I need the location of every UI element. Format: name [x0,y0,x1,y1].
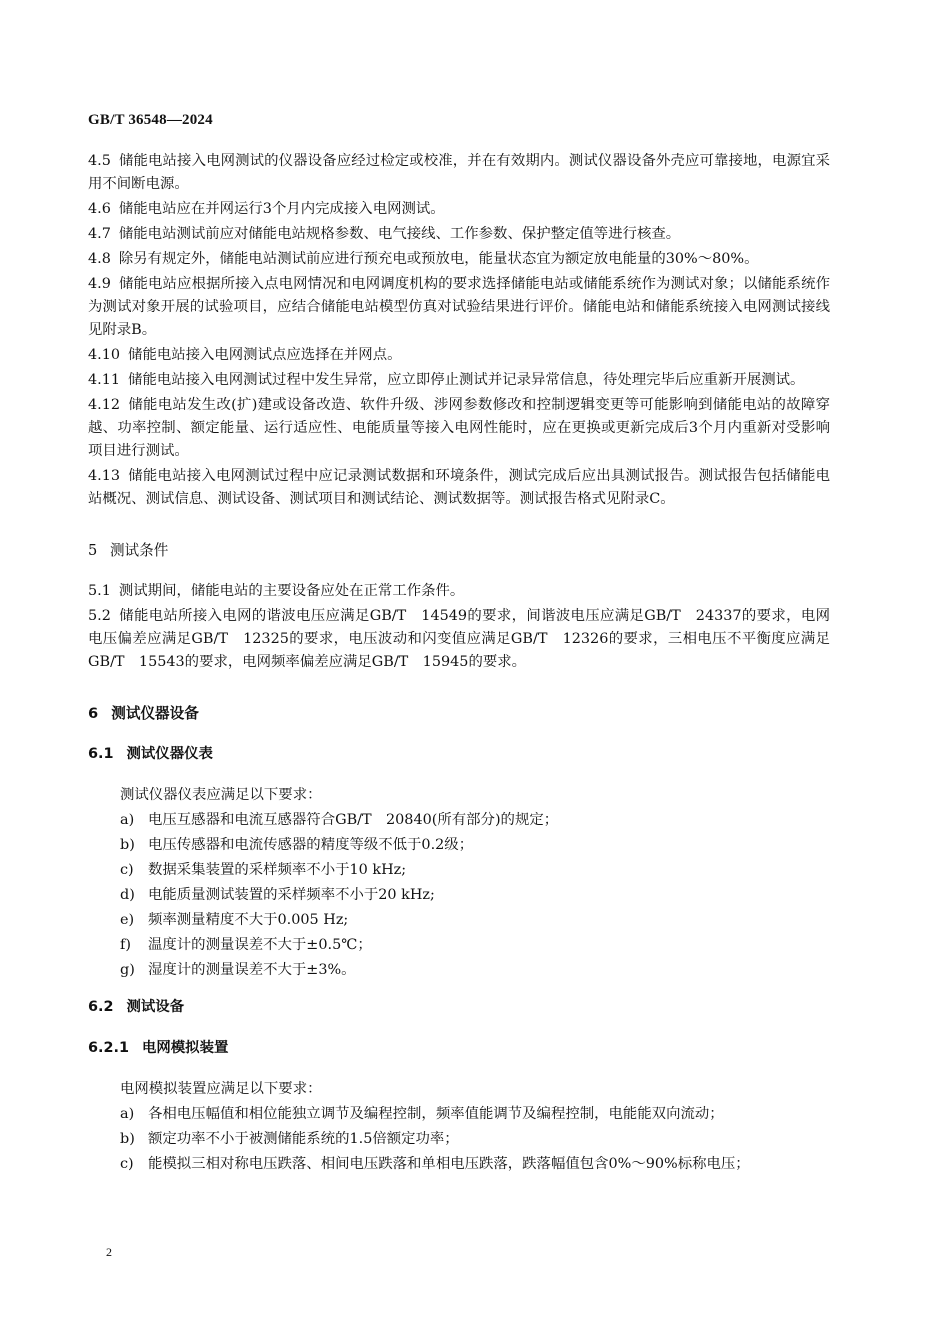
list-item [88,859,830,882]
list-item-text: 数据采集装置的采样频率不小于10 kHz; [148,862,407,878]
section-6-2-title: 测试设备 [126,999,185,1015]
list-item [88,934,830,957]
section-6-2-1-number: 6.2.1 [88,1040,129,1056]
clause [88,580,830,603]
requirements-list-6-2-1 [88,1103,830,1176]
clause [88,248,830,271]
list-item-marker: g) [120,962,135,978]
clause-number: 4.9 [88,276,111,292]
section-5-heading [88,539,830,562]
clause-text: 储能电站接入电网测试的仪器设备应经过检定或校准，并在有效期内。测试仪器设备外壳应可靠接地，电源宜采用不间断电源。 [88,153,830,192]
clause-number: 5.2 [88,608,111,624]
clause-text: 储能电站接入电网测试点应选择在并网点。 [128,347,402,363]
clause-number: 4.12 [88,397,121,413]
clause [88,198,830,221]
clause-text: 储能电站应在并网运行3个月内完成接入电网测试。 [118,201,445,217]
clause-number: 5.1 [88,583,111,599]
list-item-text: 温度计的测量误差不大于±0.5℃； [148,937,372,953]
list-item-text: 电压传感器和电流传感器的精度等级不低于0.2级； [148,837,474,853]
section-6-1-heading [88,743,830,766]
list-item-text: 各相电压幅值和相位能独立调节及编程控制，频率值能调节及编程控制，电能能双向流动； [148,1106,724,1122]
section-5-number: 5 [88,542,98,559]
clause [88,394,830,463]
list-item-marker: b) [120,1131,135,1147]
list-item-marker: f) [120,937,131,953]
list-item [88,1103,830,1126]
list-item-marker: a) [120,812,135,828]
list-item-marker: b) [120,837,135,853]
clause-number: 4.11 [88,372,121,388]
list-item [88,1153,830,1176]
list-item-marker: c) [120,1156,134,1172]
clause [88,273,830,342]
list-item-text: 能模拟三相对称电压跌落、相间电压跌落和单相电压跌落，跌落幅值包含0%～90%标称电压； [148,1156,750,1172]
section-6-2-1-intro: 电网模拟装置应满足以下要求： [120,1081,322,1097]
clause-group-5 [88,580,830,674]
clause [88,605,830,674]
clause-text: 储能电站应根据所接入点电网情况和电网调度机构的要求选择储能电站或储能系统作为测试对象；以储能系统作为测试对象开展的试验项目，应结合储能电站模型仿真对试验结果进行评价。储能电站和储能系统接入电网测试接线见附录B。 [88,276,830,338]
section-6-title: 测试仪器设备 [111,705,199,722]
clause [88,465,830,511]
list-item-text: 电能质量测试装置的采样频率不小于20 kHz; [148,887,435,903]
clause-number: 4.5 [88,153,111,169]
clause-text: 除另有规定外，储能电站测试前应进行预充电或预放电，能量状态宜为额定放电能量的30%～80%。 [118,251,759,267]
list-item [88,884,830,907]
standard-code-header: GB/T 36548—2024 [88,112,213,128]
clause [88,150,830,196]
list-item [88,909,830,932]
list-item-text: 湿度计的测量误差不大于±3%。 [148,962,356,978]
section-5-title: 测试条件 [109,542,169,559]
clause-text: 储能电站测试前应对储能电站规格参数、电气接线、工作参数、保护整定值等进行核查。 [118,226,681,242]
section-6-number: 6 [88,705,99,722]
section-6-heading [88,702,830,725]
list-item [88,809,830,832]
clause-group-4 [88,150,830,511]
section-6-1-title: 测试仪器仪表 [126,746,213,762]
section-6-2-heading [88,996,830,1019]
document-body [88,150,830,1178]
list-item [88,1128,830,1151]
clause [88,344,830,367]
clause [88,369,830,392]
list-item-marker: a) [120,1106,135,1122]
section-6-2-number: 6.2 [88,999,114,1015]
clause-number: 4.6 [88,201,111,217]
clause-number: 4.10 [88,347,121,363]
clause-text: 储能电站发生改(扩)建或设备改造、软件升级、涉网参数修改和控制逻辑变更等可能影响到储能电站的故障穿越、功率控制、额定能量、运行适应性、电能质量等接入电网性能时，应在更换或更新完成后3个月内重新对受影响项目进行测试。 [88,397,830,459]
section-6-2-1-heading [88,1037,830,1060]
list-item-marker: c) [120,862,134,878]
list-item-text: 额定功率不小于被测储能系统的1.5倍额定功率； [148,1131,459,1147]
clause-text: 储能电站接入电网测试过程中应记录测试数据和环境条件，测试完成后应出具测试报告。测试报告包括储能电站概况、测试信息、测试设备、测试项目和测试结论、测试数据等。测试报告格式见附录C。 [88,468,830,507]
section-6-1-number: 6.1 [88,746,114,762]
clause-text: 测试期间，储能电站的主要设备应处在正常工作条件。 [118,583,465,599]
clause-number: 4.13 [88,468,121,484]
clause-number: 4.7 [88,226,111,242]
section-6-2-1-title: 电网模拟装置 [142,1040,229,1056]
clause-text: 储能电站接入电网测试过程中发生异常，应立即停止测试并记录异常信息，待处理完毕后应重新开展测试。 [128,372,805,388]
clause-text: 储能电站所接入电网的谐波电压应满足GB/T 14549的要求，间谐波电压应满足GB/T 24337的要求，电网电压偏差应满足GB/T 12325的要求，电压波动和闪变值应满足GB/T 12326的要求，三相电压不平衡度应满足GB/T 15543的要求，电网频率偏差应满足GB/T 15945的要求。 [88,608,830,670]
section-6-1-intro: 测试仪器仪表应满足以下要求： [120,787,322,803]
clause-number: 4.8 [88,251,111,267]
list-item [88,959,830,982]
requirements-list-6-1 [88,809,830,982]
clause [88,223,830,246]
list-item-text: 频率测量精度不大于0.005 Hz; [148,912,349,928]
list-item [88,834,830,857]
list-item-text: 电压互感器和电流互感器符合GB/T 20840(所有部分)的规定； [148,812,559,828]
list-item-marker: d) [120,887,135,903]
page-number: 2 [106,1245,112,1259]
list-item-marker: e) [120,912,135,928]
